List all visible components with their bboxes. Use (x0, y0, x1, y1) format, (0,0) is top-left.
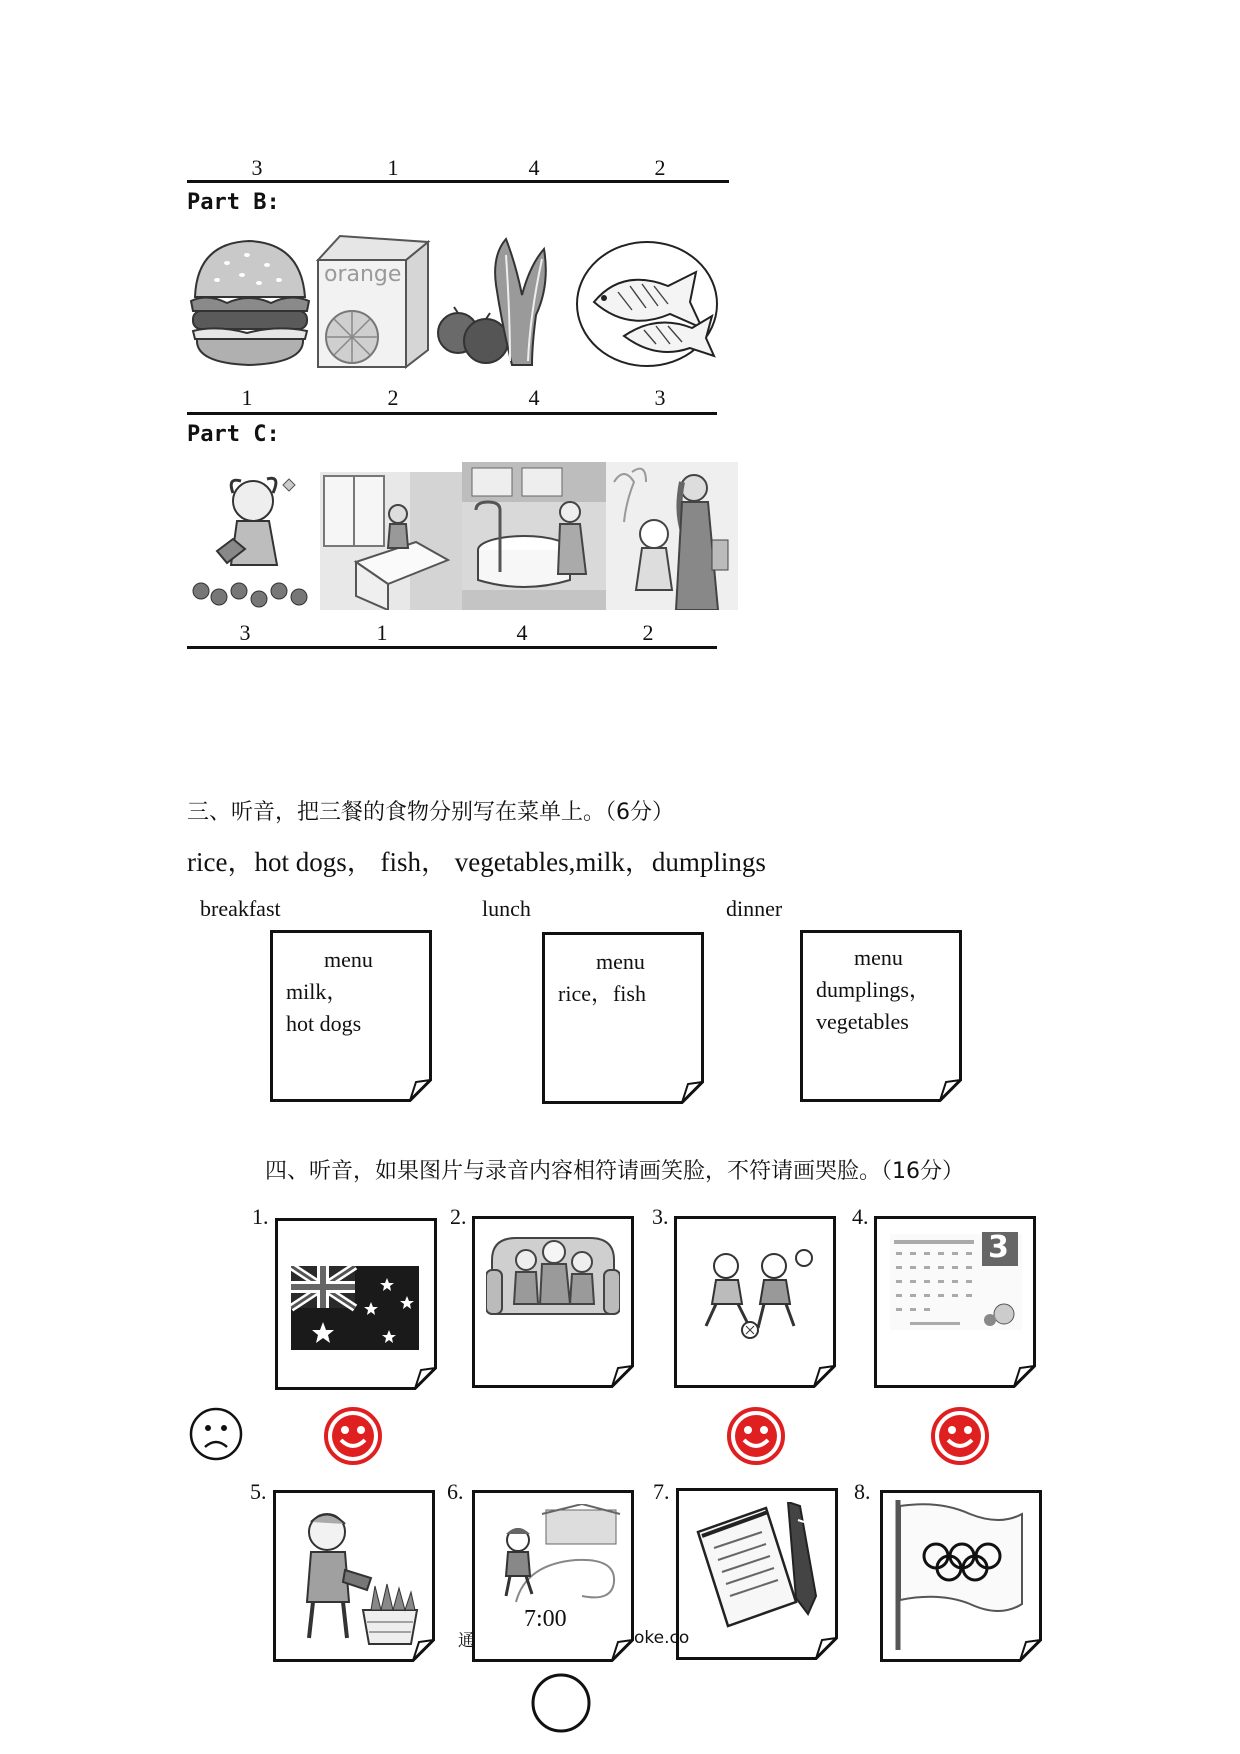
smiley-face-icon (930, 1406, 990, 1471)
menu-line: milk， (286, 979, 349, 1004)
part-a-number-3: 4 (528, 155, 540, 180)
lunch-menu-card (542, 932, 704, 1104)
question-number-7: 7. (653, 1479, 670, 1504)
girl-making-bed-picture (320, 472, 462, 615)
section-3-heading: 三、听音，把三餐的食物分别写在菜单上。（6分） (187, 800, 674, 825)
fish-plate-picture (572, 232, 722, 377)
meal-label-lunch: lunch (482, 896, 531, 921)
question-number-4: 4. (852, 1204, 869, 1229)
question-number-2: 2. (450, 1204, 467, 1229)
section-4-heading: 四、听音，如果图片与录音内容相符请画笑脸，不符请画哭脸。（16分） (265, 1159, 964, 1184)
smiley-face-icon (323, 1406, 383, 1471)
clock-time-caption: 7:00 (524, 1606, 567, 1632)
question-card-1 (275, 1218, 437, 1390)
notebook-and-pen-picture (692, 1502, 826, 1633)
menu-title: menu (324, 947, 373, 972)
question-card-5 (273, 1490, 435, 1662)
part-a-rule (187, 180, 729, 183)
dinner-menu-card (800, 930, 962, 1102)
menu-line: hot dogs (286, 1011, 362, 1036)
part-c-number-1: 3 (239, 620, 251, 645)
part-b-label: Part B: (187, 190, 280, 215)
boy-watering-plants-picture (287, 1506, 421, 1651)
question-number-6: 6. (447, 1479, 464, 1504)
olympic-flag-picture (890, 1500, 1030, 1655)
part-c-number-3: 4 (516, 620, 528, 645)
child-going-to-school-picture (486, 1504, 622, 1609)
question-number-5: 5. (250, 1479, 267, 1504)
part-a-number-4: 2 (654, 155, 666, 180)
calendar-number: 3 (988, 1230, 1009, 1265)
menu-line: dumplings， (816, 977, 931, 1002)
part-b-number-2: 2 (387, 385, 399, 410)
part-b-number-3: 4 (528, 385, 540, 410)
part-c-number-2: 1 (376, 620, 388, 645)
word-bank: rice，hot dogs， fish， vegetables,milk，dumplings (187, 847, 766, 877)
smiley-face-icon (726, 1406, 786, 1471)
carton-text: orange (324, 262, 402, 287)
footer-text-left: 通 (458, 1631, 475, 1651)
girl-cleaning-table-picture (462, 462, 607, 615)
tomatoes-and-cabbage-picture (432, 235, 572, 375)
footer-text-right: oke.co (634, 1628, 690, 1648)
question-card-7 (676, 1488, 838, 1660)
question-card-6 (472, 1490, 634, 1662)
part-a-number-1: 3 (251, 155, 263, 180)
breakfast-menu-card (270, 930, 432, 1102)
question-card-8 (880, 1490, 1042, 1662)
part-a-number-2: 1 (387, 155, 399, 180)
menu-line: rice，fish (558, 981, 646, 1006)
part-c-number-4: 2 (642, 620, 654, 645)
question-number-3: 3. (652, 1204, 669, 1229)
sad-face-icon (189, 1407, 243, 1466)
calendar-picture (890, 1230, 1022, 1339)
orange-juice-carton-picture (316, 232, 434, 375)
part-b-number-1: 1 (241, 385, 253, 410)
meal-label-breakfast: breakfast (200, 896, 281, 921)
menu-title: menu (854, 945, 903, 970)
page-circle-marker (530, 1672, 592, 1739)
girl-and-mother-picture (606, 462, 738, 615)
hamburger-picture (187, 235, 312, 375)
question-card-4 (874, 1216, 1036, 1388)
meal-label-dinner: dinner (726, 896, 783, 921)
menu-title: menu (596, 949, 645, 974)
question-card-3 (674, 1216, 836, 1388)
menu-line: vegetables (816, 1009, 909, 1034)
boys-playing-football-picture (692, 1244, 818, 1345)
family-on-sofa-picture (486, 1230, 620, 1325)
part-c-label: Part C: (187, 422, 280, 447)
australian-flag-picture (291, 1266, 419, 1355)
question-number-1: 1. (252, 1204, 269, 1229)
part-b-rule (187, 412, 717, 415)
question-number-8: 8. (854, 1479, 871, 1504)
part-b-number-4: 3 (654, 385, 666, 410)
girl-watering-flowers-picture (187, 465, 319, 615)
question-card-2 (472, 1216, 634, 1388)
part-c-rule (187, 646, 717, 649)
